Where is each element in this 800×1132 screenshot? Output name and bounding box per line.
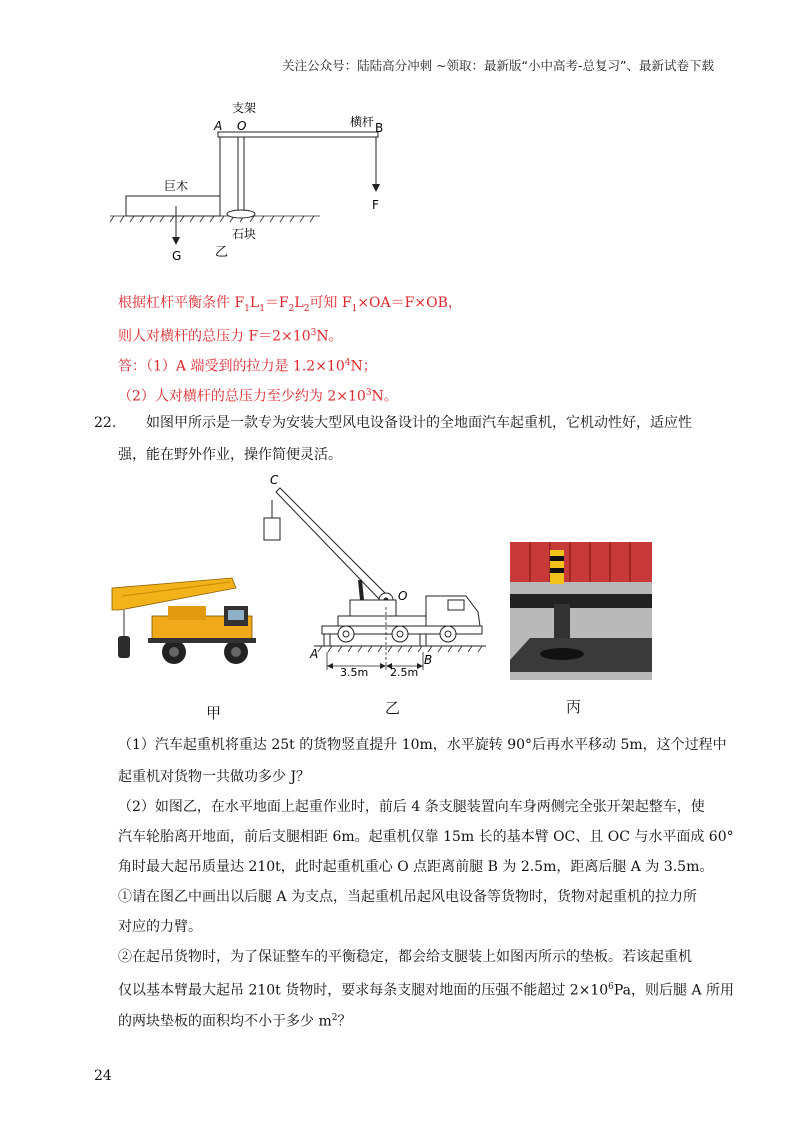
question-number: 22. — [94, 415, 117, 431]
load-box — [264, 518, 280, 540]
label-yi-1: 乙 — [215, 245, 229, 260]
force-f-arrowhead — [372, 184, 380, 192]
outrigger-photo-bing — [510, 542, 652, 680]
boom-oc — [276, 488, 388, 602]
label-o: O — [237, 119, 247, 133]
q22-part2-line-3: 角时最大起吊质量达 210t，此时起重机重心 O 点距离前腿 B 为 2.5m，距离后腿 A 为 3.5m。 — [118, 859, 714, 875]
label-a2: A — [310, 647, 319, 661]
label-stone: 石块 — [232, 227, 257, 241]
stone — [227, 210, 255, 218]
q22-part1-line-1: （1）汽车起重机将重达 25t 的货物竖直提升 10m，水平旋转 90°后再水平移动 5m，这个过程中 — [118, 737, 727, 753]
question-intro-line-2: 强，能在野外作业，操作简便灵活。 — [118, 447, 342, 463]
log-shape — [126, 196, 220, 216]
label-a: A — [214, 119, 223, 133]
label-dim-35: 3.5m — [340, 666, 369, 679]
crane-diagram-yi — [270, 470, 495, 680]
lever-diagram — [110, 96, 410, 266]
q22-part4-line-3: 的两块垫板的面积均不小于多少 $m^2$？ — [118, 1013, 352, 1030]
label-bracket: 支架 — [232, 101, 257, 115]
q22-part1-line-2: 起重机对货物一共做功多少 J？ — [118, 769, 311, 785]
crane-photo-jia — [112, 570, 257, 670]
label-log: 巨木 — [164, 179, 189, 193]
answer-line-1: 答：（1）A 端受到的拉力是 $1.2\times 10^4N$； — [118, 358, 377, 375]
question-intro-line-1: 如图甲所示是一款专为安装大型风电设备设计的全地面汽车起重机，它机动性好，适应性 — [146, 415, 692, 431]
label-c: C — [270, 473, 279, 487]
solution-line-1: 根据杠杆平衡条件 $F_1L_1=F_2L_2$可知 $F_1\times OA=F\times OB$， — [118, 295, 462, 314]
answer-line-2: （2）人对横杆的总压力至少约为 $2\times 10^3N$。 — [118, 388, 398, 405]
support-post — [238, 134, 244, 214]
q22-part3-line-1: ①请在图乙中画出以后腿 A 为支点，当起重机吊起风电设备等货物时，货物对起重机的拉力所 — [118, 889, 698, 905]
page-header: 关注公众号：陆陆高分冲刺 ~领取：最新版“小中高考-总复习”、最新试卷下载 — [282, 58, 714, 73]
label-f: F — [372, 198, 379, 212]
label-b: B — [375, 121, 384, 135]
label-dim-25: 2.5m — [390, 666, 419, 679]
q22-part2-line-1: （2）如图乙，在水平地面上起重作业时，前后 4 条支腿装置向车身两侧完全张开架起整车，使 — [118, 799, 705, 815]
q22-part4-line-2: 仅以基本臂最大起吊 210t 货物时，要求每条支腿对地面的压强不能超过 $2\times 10^6Pa$，则后腿 A 所用 — [118, 982, 735, 999]
caption-jia: 甲 — [206, 704, 222, 722]
q22-part4-line-1: ②在起吊货物时，为了保证整车的平衡稳定，都会给支腿装上如图丙所示的垫板。若该起重机 — [118, 949, 692, 965]
force-g-arrowhead — [172, 237, 180, 245]
caption-yi: 乙 — [385, 699, 401, 717]
label-o2: O — [398, 589, 408, 603]
q22-part3-line-2: 对应的力臂。 — [118, 919, 202, 935]
label-g: G — [172, 249, 182, 263]
q22-part2-line-2: 汽车轮胎离开地面，前后支腿相距 6m。起重机仅靠 15m 长的基本臂 OC、且 OC 与水平面成 60° — [118, 829, 734, 845]
label-bar: 横杆 — [350, 115, 375, 129]
page-number: 24 — [94, 1068, 112, 1084]
solution-line-2: 则人对横杆的总压力 $F=2\times 10^3N$。 — [118, 328, 343, 345]
label-b2: B — [424, 653, 433, 667]
caption-bing: 丙 — [566, 698, 582, 716]
